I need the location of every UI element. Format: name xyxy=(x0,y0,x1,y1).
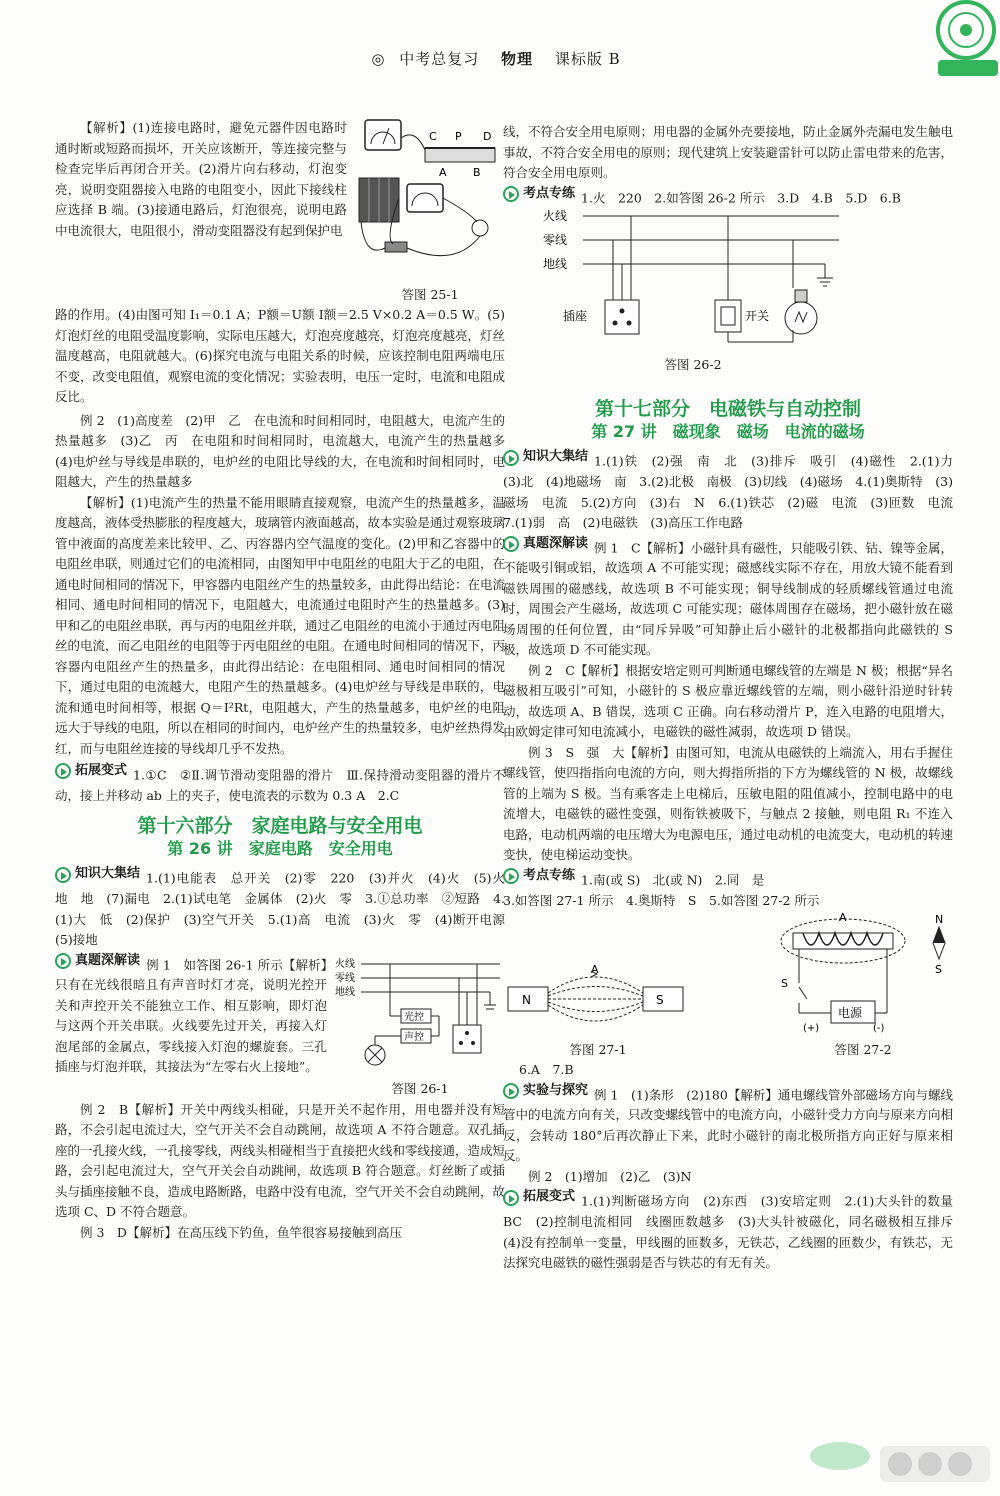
label-switch: 开关 xyxy=(745,309,770,324)
lecture-27-title: 第 27 讲 磁现象 磁场 电流的磁场 xyxy=(591,422,865,442)
example-2-answer: 例 2 (1)高度差 (2)甲 乙 在电流和时间相同时，电阻越大，电流产生的热量越多 (3)乙 丙 在电阻和时间相同时，电流越大，电流产生的热量越多 (4)电炉丝与导线是串联的，电炉丝的电阻比导线的大，在电流和时间相同时，电阻越大，产生的热量越多 xyxy=(55,412,518,489)
page-header xyxy=(0,48,1000,69)
label-power-source: 电源 xyxy=(838,1006,863,1020)
play-circle-icon xyxy=(55,953,71,969)
play-circle-icon xyxy=(503,536,519,552)
header-title: 中考总复习 xyxy=(399,50,480,68)
zhenti-tag: 真题深解读 xyxy=(55,951,140,972)
analysis-paragraph-1b: 路的作用。(4)由图可知 I₁＝0.1 A；P额＝U额 I额＝2.5 V×0.2 A＝0.5 W。(5)灯泡灯丝的电阻受温度影响，实际电压越大，灯泡亮度越亮，灯泡亮度越亮，灯丝温度越高，电阻就越大。(6)探究电流与电阻关系的时候，应该控制电阻两端电压不变，改变电阻值，观察电流的变化情况；实验表明，电压一定时，电流和电阻成反比。 xyxy=(55,307,506,404)
label-live: 火线 xyxy=(335,958,355,970)
label-south: S xyxy=(935,963,942,976)
zhishi-text: 1.(1)电能表 总开关 (2)零 220 (3)并火 (4)火 (5)火 地 地 (7)漏电 2.(1)试电笔 金属体 (2)火 零 3.①总功率 ②短路 4.(1)大 低 (2)保护 (3)空气开关 5.(1)高 电流 (3)火 零 (4)断开电源 (5)接地 xyxy=(55,870,518,947)
label-s: S xyxy=(656,993,664,1007)
zhenti2-block xyxy=(503,534,953,661)
label-c: C xyxy=(429,130,437,143)
header-subject: 物理 xyxy=(501,50,534,68)
tuozhan-text: 1.①C ②Ⅱ.调节滑动变阻器的滑片 Ⅲ.保持滑动变阻器的滑片不动，接上并移动 ab 上的夹子，使电流表的示数为 0.3 A 2.C xyxy=(55,767,505,803)
label-sound-control: 声控 xyxy=(404,1031,424,1043)
kaodian-block xyxy=(503,184,953,209)
zhenti-example-3: 例 3 D【解析】在高压线下钓鱼，鱼竿很容易接触到高压 xyxy=(80,1224,402,1240)
tuozhan-block xyxy=(55,761,505,806)
tuozhan2-tag: 拓展变式 xyxy=(503,1187,575,1208)
label-b: B xyxy=(473,166,481,179)
label-d: D xyxy=(483,130,492,143)
tuozhan2-block xyxy=(503,1187,966,1273)
circuit-diagram-25-1 xyxy=(355,118,505,278)
section-16-title: 第十六部分 家庭电路与安全用电 xyxy=(137,815,423,838)
footer-watermark-logo xyxy=(770,1416,1000,1496)
play-circle-icon xyxy=(503,868,519,884)
tuozhan2-text: 1.(1)判断磁场方向 (2)东西 (3)安培定则 2.(1)大头针的数量 BC (2)控制电流相同 线圈匝数越多 (3)大头针被磁化，同名磁极相互排斥 (4)没有控制单一变量，甲线圈的匝数多，无铁芯，乙线圈的匝数少，有铁芯，无法探究电磁铁的磁性强弱是否与铁芯的有无有关。 xyxy=(503,1193,966,1270)
zhishi-tag: 知识大集结 xyxy=(55,864,140,885)
figure-26-1 xyxy=(335,955,505,1100)
solenoid-diagram-27-2 xyxy=(773,913,953,1033)
kaodian2-text-2: 3.如答图 27-1 所示 4.奥斯特 S 5.如答图 27-2 所示 xyxy=(503,892,820,908)
zhishi2-text: 1.(1)铁 (2)强 南 北 (3)排斥 吸引 (4)磁性 2.(1)力 (3)北 (4)地磁场 南 3.(2)北极 南极 (3)切线 (4)磁场 4.(1)奥斯特 (3)磁场 电流 5.(2)方向 (3)右 N 6.(1)铁芯 (2)磁 电流 (3)匝数 电流 7.(1)弱 高 (2)电磁铁 (3)高压工作电路 xyxy=(503,453,966,530)
figure-27-1-caption: 答图 27-1 xyxy=(569,1041,627,1057)
kaodian-text: 1.火 220 2.如答图 26-2 所示 3.D 4.B 5.D 6.B xyxy=(581,189,901,205)
label-a: A xyxy=(591,963,599,976)
header-dot-icon: ◎ xyxy=(371,50,386,68)
header-edition: 课标版 B xyxy=(554,50,621,68)
shiyan-tag: 实验与探究 xyxy=(503,1081,588,1102)
play-circle-icon xyxy=(503,1190,519,1206)
label-p: P xyxy=(455,130,462,143)
label-a: A xyxy=(839,913,847,924)
zhenti2-example-1: 例 1 C【解析】小磁针具有磁性，只能吸引铁、钴、镍等金属，不能吸引铜或铝，故选项 A 不可能实现；磁感线实际不存在，用放大镜不能看到磁铁周围的磁感线，故选项 B 不可能实现；铜导线制成的轻质螺线管通过电流时，周围会产生磁场，故选项 C 可能实现；磁体周围存在磁场，把小磁针放在磁场周围的任何位置，由“同斥异吸”可知静止后小磁针的北极都指向此磁铁的 S 极，故选项 D 不可能实现。 xyxy=(503,539,954,658)
label-switch-s: S xyxy=(781,977,788,990)
zhenti2-example-2: 例 2 C【解析】根据安培定则可判断通电螺线管的左端是 N 极；根据“异名磁极相互吸引”可知，小磁针的 S 极应靠近螺线管的左端，则小磁针沿逆时针转动，故选项 A、B 错误，选项 C 正确。向右移动滑片 P，连入电路的电阻增大，由欧姆定律可知电流减小，电磁铁的磁性减弱，故选项 D 错误。 xyxy=(503,662,953,740)
kaodian-tag: 考点专练 xyxy=(503,184,575,205)
figure-27-2-caption: 答图 27-2 xyxy=(834,1041,892,1057)
figure-26-2 xyxy=(543,208,843,375)
label-ground: 地线 xyxy=(543,257,568,272)
label-live: 火线 xyxy=(543,209,568,224)
analysis-paragraph-2: 【解析】(1)电流产生的热量不能用眼睛直接观察，电流产生的热量越多，温度越高，液体受热膨胀的程度越大，玻璃管内液面越高，故本实验是通过观察玻璃管中液面的高度差来比较甲、乙、丙容器内空气温度的变化。(2)甲和乙容器中的电阻丝串联，则通过它们的电流相同，由图知甲中电阻丝的电阻大于乙的电阻，在通电时间相同的情况下，甲容器内电阻丝产生的热量较多，由此得出结论：在电流相同、通电时间相同的情况下，电阻越大，电流通过电阻时产生的热量越多。(3)甲和乙的电阻丝串联，再与丙的电阻丝并联，通过乙电阻丝的电流小于通过丙电阻丝的电流，而乙电阻丝的电阻等于丙电阻丝的电阻。在通电时间相同的情况下，丙容器内电阻丝产生的热量多，由此得出结论：在电阻相同、通电时间相同的情况下，通过电阻的电流越大，电阻产生的热量越多。(4)电炉丝与导线是串联的，电流和通电时间相等，根据 Q＝I²Rt，电阻越大，产生的热量越多，电炉丝的电阻远大于导线的电阻，所以在相同的时间内，电炉丝产生的热量较多，电炉丝热得发红，而与电阻丝连接的导线却几乎不发热。 xyxy=(55,494,506,756)
left-column xyxy=(55,118,518,1243)
label-ground: 地线 xyxy=(335,986,355,998)
tuozhan-tag: 拓展变式 xyxy=(55,761,127,782)
play-circle-icon xyxy=(55,867,71,883)
label-n: N xyxy=(522,993,531,1007)
figure-26-2-caption: 答图 26-2 xyxy=(664,356,722,372)
circuit-diagram-26-2 xyxy=(543,208,843,348)
label-neutral: 零线 xyxy=(543,233,568,248)
play-circle-icon xyxy=(55,763,71,779)
shiyan-block xyxy=(503,1081,953,1167)
zhenti-example-2: 例 2 B【解析】开关中两线头相碰，只是开关不起作用，用电器并没有短路，不会引起电流过大，空气开关不会自动跳闸，故选项 A 不符合题意。双孔插座的一孔接火线，一孔接零线，两线头相碰相当于直接把火线和零线接通，造成短路，会引起电流过大，空气开关会自动跳闸，故选项 B 符合题意。灯丝断了或插头与插座接触不良，造成电路断路，电路中没有电流，空气开关不会自动跳闸，故选项 C、D 不符合题意。 xyxy=(55,1101,506,1219)
zhishi-block xyxy=(55,864,518,950)
analysis-paragraph-1: 【解析】(1)连接电路时，避免元器件因电路时通时断或短路而损坏，开关应该断开，等连接完整与检查完毕后再闭合开关。(2)滑片向右移动，灯泡变亮，说明变阻器接入电路的电阻变小，因此下接线柱应选择 B 端。(3)接通电路后，灯泡很亮，说明电路中电流很大，电阻很小，滑动变阻器没有起到保护电 xyxy=(55,120,347,238)
zhishi2-block xyxy=(503,447,966,533)
right-column xyxy=(503,122,966,1274)
lecture-26-title: 第 26 讲 家庭电路 安全用电 xyxy=(167,839,393,859)
figures-27-row xyxy=(503,913,953,1060)
figure-27-2 xyxy=(773,913,953,1060)
label-socket: 插座 xyxy=(563,309,588,324)
label-minus: (-) xyxy=(873,1023,885,1033)
play-circle-icon xyxy=(503,450,519,466)
label-plus: (+) xyxy=(803,1023,820,1033)
section-17-title: 第十七部分 电磁铁与自动控制 xyxy=(594,398,861,421)
figure-26-1-caption: 答图 26-1 xyxy=(391,1081,449,1096)
figure-27-1 xyxy=(503,963,693,1060)
zhenti-example-1: 例 1 如答图 26-1 所示【解析】只有在光线很暗且有声音时灯才亮，说明光控开关和声控开关不能独立工作、相互影响，即灯泡与这两个开关串联。火线要先过开关，再接入灯泡尾部的金属点，零线接入灯泡的螺旋套。三孔插座与灯泡并联，其接法为“左零右火上接地”。 xyxy=(55,956,327,1075)
shiyan-text-2: 例 2 (1)增加 (2)乙 (3)N xyxy=(528,1168,692,1184)
magnet-field-diagram-27-1 xyxy=(503,963,693,1033)
corner-seal-logo xyxy=(908,0,1000,92)
zhenti2-tag: 真题深解读 xyxy=(503,534,588,555)
figure-25-1 xyxy=(355,118,505,305)
zhishi2-tag: 知识大集结 xyxy=(503,447,588,468)
shiyan-text: 例 1 (1)条形 (2)180【解析】通电螺线管外部磁场方向与螺线管中的电流方向有关，只改变螺线管中的电流方向，小磁针受力方向与原来方向相反，会转动 180°后再次静止下来，此时小磁针的南北极所指方向正好与原来相反。 xyxy=(503,1086,954,1164)
zhenti2-example-3: 例 3 S 强 大【解析】由图可知，电流从电磁铁的上端流入，用右手握住螺线管，使四指指向电流的方向，则大拇指所指的下方为螺线管的 N 极，故螺线管的上端为 S 极。当有乘客走上电梯后，压敏电阻的阻值减小，控制电路中的电流增大，电磁铁的磁性变强，则衔铁被吸下，与触点 2 接触，则电阻 R₁ 不连入电路，电动机两端的电压增大为电源电压，通过电动机的电流变大，电动机的转速变快，使电梯运动变快。 xyxy=(503,744,954,863)
figure-25-1-caption: 答图 25-1 xyxy=(401,286,459,302)
kaodian2-text-3: 6.A 7.B xyxy=(519,1062,574,1077)
label-north: N xyxy=(935,913,944,926)
label-neutral: 零线 xyxy=(335,972,355,984)
kaodian2-text: 1.南(或 S) 北(或 N) 2.同 是 xyxy=(581,872,765,887)
play-circle-icon xyxy=(503,1083,519,1099)
kaodian2-block xyxy=(503,866,953,891)
play-circle-icon xyxy=(503,186,519,202)
label-a: A xyxy=(439,166,447,179)
label-light-control: 光控 xyxy=(404,1011,424,1023)
continued-paragraph: 线，不符合安全用电原则；用电器的金属外壳要接地，防止金属外壳漏电发生触电事故，不符合安全用电的原则；现代建筑上安装避雷针可以防止雷电带来的危害，符合安全用电原则。 xyxy=(503,124,954,180)
circuit-diagram-26-1 xyxy=(335,955,505,1073)
kaodian2-tag: 考点专练 xyxy=(503,866,575,887)
